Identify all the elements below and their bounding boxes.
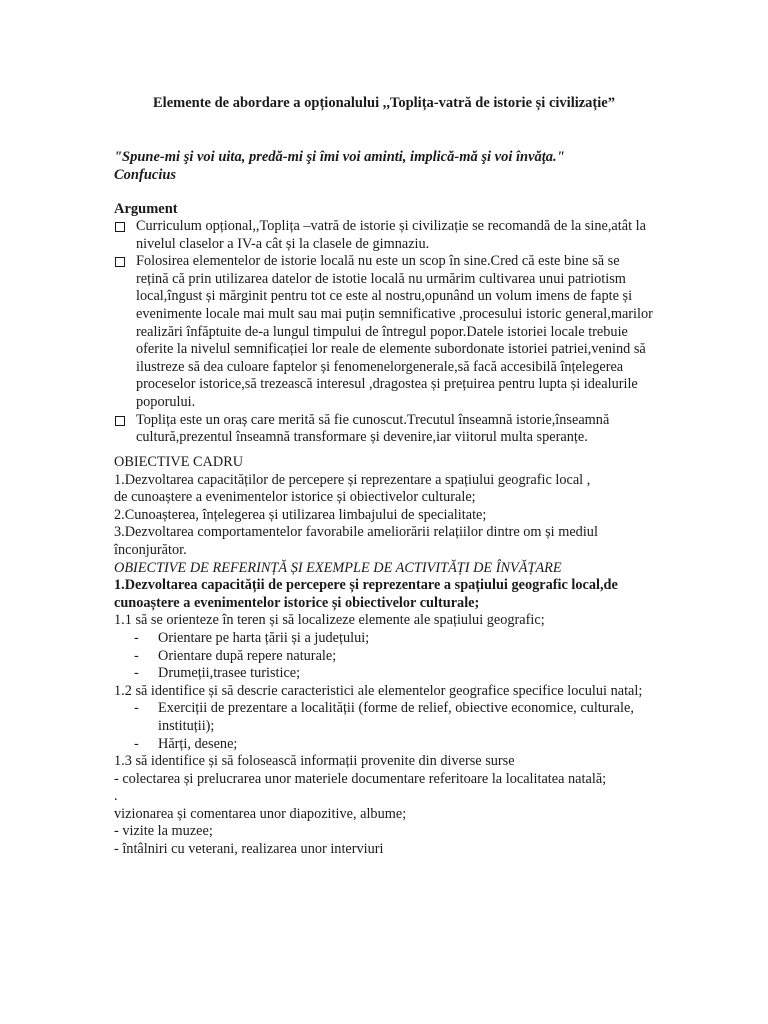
objectives-section [114, 454, 654, 859]
objective-item: de cunoaștere a evenimentelor istorice și obiectivelor culturale; [114, 489, 476, 506]
argument-bullet [114, 218, 654, 253]
activity-line: - colectarea și prelucrarea unor materiele documentare referitoare la localitatea natală; [114, 770, 607, 787]
quote-text: "Spune-mi şi voi uita, predă-mi şi îmi voi aminti, implică-mă şi voi învăţa." [114, 149, 565, 165]
objective-item: 2.Cunoașterea, înțelegerea și utilizarea limbajului de specialitate; [114, 506, 487, 523]
document-title: Elemente de abordare a opționalului ,,Toplița-vatră de istorie și civilizație” [153, 95, 615, 111]
activity-list-item [114, 736, 654, 754]
objective-1-3: 1.3 să identifice și să folosească informații provenite din diverse surse [114, 753, 515, 770]
dash-bullet: - [134, 647, 139, 664]
reference-objective-1: 1.Dezvoltarea capacității de percepere și reprezentare a spațiului geografic local,de cunoaștere a evenimentelor istorice și obiectivelor culturale; [114, 577, 618, 611]
square-bullet-icon [115, 222, 125, 232]
dash-bullet: - [134, 700, 139, 717]
activity-line: - întâlniri cu veterani, realizarea unor interviuri [114, 841, 384, 858]
argument-bullet-text: Toplița este un oraș care merită să fie cunoscut.Trecutul înseamnă istorie,înseamnă cultură,prezentul înseamnă transformare și devenire,iar viitorul multa speranțe. [136, 411, 610, 446]
argument-bullet [114, 412, 654, 447]
reference-heading: OBIECTIVE DE REFERINȚĂ ȘI EXEMPLE DE ACTIVITĂȚI DE ÎNVĂȚARE [114, 559, 562, 576]
activity-text: Hărți, desene; [158, 735, 238, 752]
argument-bullet [114, 253, 654, 411]
quote-author: Confucius [114, 167, 177, 183]
argument-bullet-text: Curriculum opțional,,Toplița –vatră de istorie și civilizație se recomandă de la sine,atât la nivelul claselor a IV-a cât și la clasele de gimnaziu. [136, 218, 646, 252]
activity-text: Exerciții de prezentare a localității (forme de relief, obiective economice, culturale, instituții); [158, 700, 634, 734]
square-bullet-icon [115, 416, 125, 426]
objective-item: 1.Dezvoltarea capacităților de percepere și reprezentare a spațiului geografic local , [114, 471, 591, 488]
objective-1-2: 1.2 să identifice și să descrie caracteristici ale elementelor geografice specifice locului natal; [114, 682, 643, 699]
activity-text: Drumeții,trasee turistice; [158, 665, 301, 682]
objective-1-1: 1.1 să se orienteze în teren și să localizeze elemente ale spațiului geografic; [114, 612, 545, 629]
dash-bullet: - [134, 665, 139, 682]
objective-item: 3.Dezvoltarea comportamentelor favorabile ameliorării relațiilor dintre om și mediul înconjurător. [114, 524, 598, 558]
activity-text: Orientare după repere naturale; [158, 647, 337, 664]
activity-list-item [114, 630, 654, 648]
activity-line: vizionarea și comentarea unor diapozitive, albume; [114, 805, 407, 822]
dash-bullet: - [134, 735, 139, 752]
activity-list-item [114, 700, 654, 735]
argument-bullet-text: Folosirea elementelor de istorie locală nu este un scop în sine.Cred că este bine să se rețină că prin utilizarea datelor de istotie locală nu urmărim cultivarea unui patriotism local,îngust și mărginit pentru tot ce este al nostru,opunând un volum imens de fapte și evenimente locale mai mult sau mai puțin semnificative ,procesului istoric general,marilor realizări înfăptuite de-a lungul timpului de întregul popor.Datele istoriei locale trebuie oferite la nivelul semnificației lor reale de elemente subordonate istoriei patriei,venind să ilustreze să dea culoare faptelor și fenomenelorgenerale,să facă accesibilă înțelegerea proceselor istorice,să trezească interesul ,dragostea și prețuirea pentru lupta și idealurile poporului. [136, 253, 653, 410]
activity-list-item [114, 665, 654, 683]
activity-line: . [114, 788, 118, 805]
objectives-heading: OBIECTIVE CADRU [114, 454, 244, 470]
activity-line: - vizite la muzee; [114, 823, 213, 840]
argument-heading: Argument [114, 201, 178, 217]
argument-bullet-list [114, 218, 654, 447]
activity-text: Orientare pe harta țării și a județului; [158, 629, 370, 646]
motto-quote [114, 148, 674, 184]
activity-list-item [114, 648, 654, 666]
dash-bullet: - [134, 629, 139, 646]
square-bullet-icon [115, 257, 125, 267]
